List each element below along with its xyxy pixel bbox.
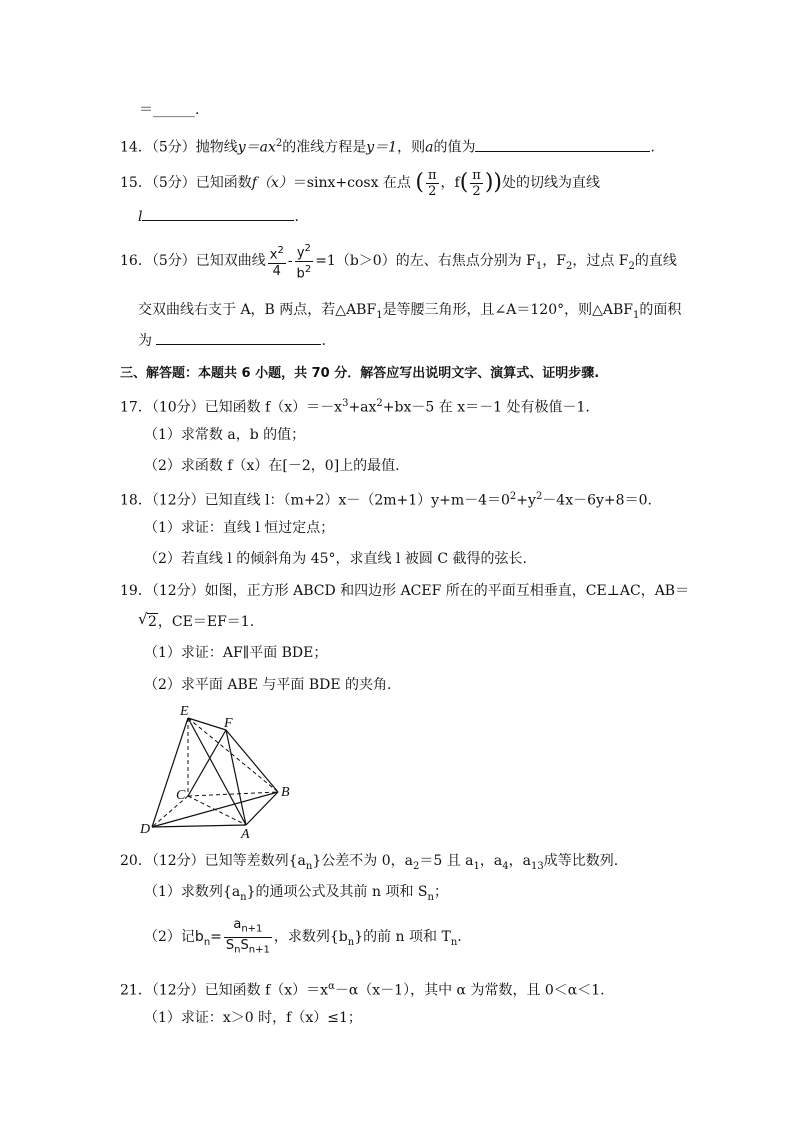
label-E: E [180,704,189,719]
label-F: F [224,716,233,731]
edge-CA [188,796,246,825]
label-A: A [241,827,250,840]
question-20-part1: （1）求数列$\{a_n\}$的通项公式及其前 n 项和 $S_n$； [144,884,448,903]
answer-blank [142,206,294,221]
label-B: B [281,785,290,800]
question-17: 17．（10分）已知函数 $f(x)=-x^3+ax^2+bx-5$ 在 x＝－1 处有极值－1. [120,398,590,416]
section-heading: 三、解答题：本题共 6 小题，共 70 分．解答应写出说明文字、演算式、证明步骤. [120,366,600,381]
question-20-part2: （2）记$b_n=$ $\frac{a_{n+1}}{S_nS_{n+1}}$ ，求数列$\{b_n\}$的前 n 项和 $T_n$. [144,916,462,956]
question-19-part1: （1）求证：AF∥平面 BDE； [144,645,328,661]
question-19: 19．（12分）如图，正方形 ABCD 和四边形 ACEF 所在的平面互相垂直，CE⊥AC，AB＝ [120,583,690,599]
edge-DA [152,825,246,827]
question-19-line2: √ 2，CE＝EF＝1. [138,610,255,630]
question-15-line2: l . [138,206,299,227]
question-18-part2: （2）若直线 l 的倾斜角为 45°，求直线 l 被圆 C 截得的弦长. [144,551,527,567]
question-16: 16．（5分）已知双曲线 $\frac{x^2}{4}$ - $\frac{y^2}{b^2}$ =1（b＞0）的左、右焦点分别为 $F_1$，$F_2$，过点 $F_2$的直线 [120,243,677,281]
question-16-line2: 交双曲线右支于 A，B 两点，若$\triangle ABF_1$是等腰三角形，且∠A＝120°，则$\triangle ABF_1$的面积 [138,302,682,321]
question-17-part2: （2）求函数 f（x）在[－2，0]上的最值. [144,458,400,474]
edge-EB [188,718,278,792]
question-20: 20．（12分）已知等差数列$\{a_n\}$公差不为 0，$a_2=5$ 且 $a_1$，$a_4$，$a_{13}$成等比数列. [120,853,619,872]
answer-blank [475,137,650,152]
question-14: 14．（5分）抛物线$y=ax^2$的准线方程是y＝1，则a的值为 . [120,138,655,156]
edge-FB [226,730,278,792]
question-18: 18．（12分）已知直线 l：$(m+2)x-(2m+1)y+m-4=0^2+y^2-4x-6y+8=0$. [120,491,652,509]
question-21: 21．（12分）已知函数 $f(x)=x^\alpha-\alpha(x-1)$，其中 α 为常数，且 0＜α＜1. [120,981,605,999]
label-C: C [176,788,186,803]
edge-FA [226,730,246,825]
question-21-part1: （1）求证：x＞0 时，f（x）≤1； [144,1010,362,1026]
label-D: D [140,822,151,837]
question-19-part2: （2）求平面 ABE 与平面 BDE 的夹角. [144,677,392,693]
question-16-line3: 为 . [138,330,326,351]
edge-CF [188,730,226,796]
question-18-part1: （1）求证：直线 l 恒过定点； [144,520,335,536]
q13-answer-tail: ＝______. [139,102,200,118]
question-17-part1: （1）求常数 a，b 的值； [144,427,306,443]
geometry-figure [128,700,308,840]
answer-blank [156,330,321,345]
edge-ED [152,718,188,827]
question-15: 15．（5分）已知函数f（x）＝sinx+cosx 在点 ( $\frac{\pi}{2}$ ，f( $\frac{\pi}{2}$ ))处的切线为直线 [120,167,601,199]
